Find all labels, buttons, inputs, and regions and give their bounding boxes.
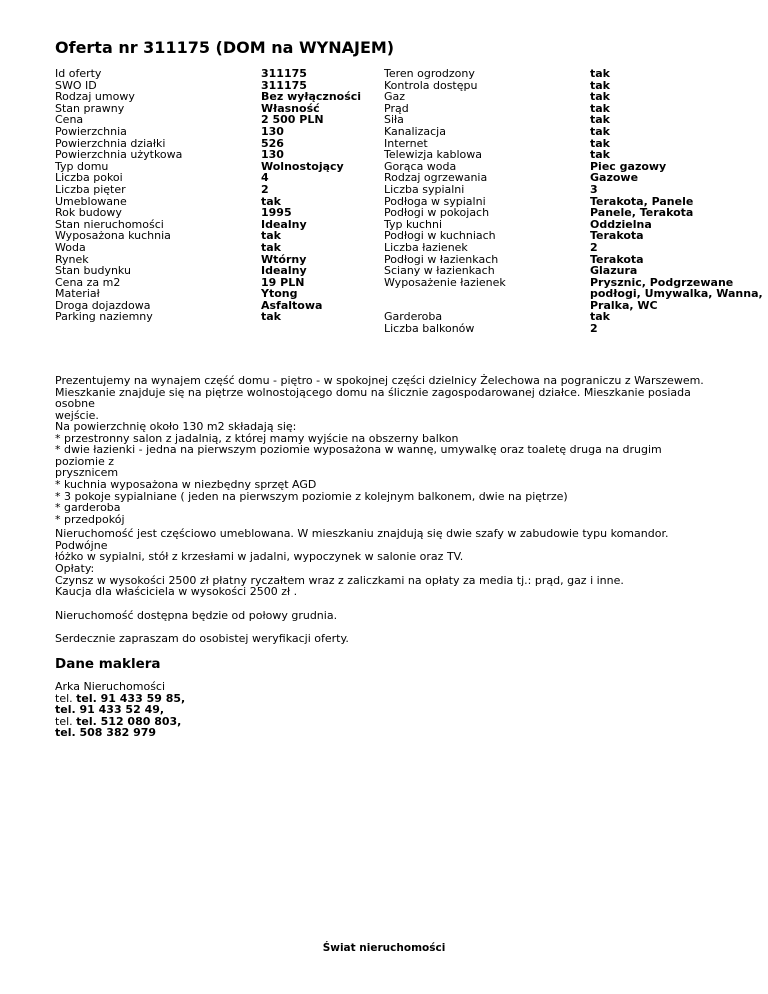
prop-right-value: Gazowe [590, 171, 639, 185]
prop-left-value: tak [261, 310, 281, 324]
prop-right-value: podłogi, Umywalka, Wanna, [590, 287, 763, 301]
description-paragraph-1 [55, 375, 715, 421]
prop-right-value: Panele, Terakota [590, 206, 694, 220]
prop-left-value: 130 [261, 148, 284, 162]
phone-number: tel. 512 080 803, [76, 714, 182, 728]
prop-left-label: Umeblowane [55, 194, 127, 208]
prop-left-label: Powierzchnia użytkowa [55, 148, 183, 162]
prop-right-value: Terakota [590, 229, 644, 243]
phone-number: tel. 508 382 979 [55, 726, 157, 740]
prop-left-value: 311175 [261, 78, 307, 92]
description-text: Opłaty: Czynsz w wysokości 2500 zł płatny ryczałtem wraz z zaliczkami na opłaty za media tj.: prąd, gaz i inne. Kaucja dla właściciela w wysokości 2500 zł . [55, 562, 624, 599]
prop-left-value: Wtórny [261, 252, 307, 266]
prop-right-value: tak [590, 113, 610, 127]
prop-left-label: Droga dojazdowa [55, 298, 151, 312]
prop-right-value: Prysznic, Podgrzewane [590, 275, 734, 289]
prop-left-value: Idealny [261, 264, 307, 278]
property-values-left [261, 68, 361, 323]
prop-right-value: Pralka, WC [590, 298, 658, 312]
prop-right-value: tak [590, 90, 610, 104]
row-spacer [384, 288, 506, 300]
prop-left-label: Powierzchnia działki [55, 136, 166, 150]
prop-left-label: Wyposażona kuchnia [55, 229, 171, 243]
property-labels-right [384, 68, 506, 335]
prop-left-label: Stan prawny [55, 101, 125, 115]
prop-left-label: Rodzaj umowy [55, 90, 135, 104]
description-paragraph-6 [55, 633, 715, 645]
prop-right-label: Garderoba [384, 310, 443, 324]
prop-left-label: Powierzchnia [55, 124, 127, 138]
prop-left-value: Wolnostojący [261, 159, 344, 173]
prop-right-value: tak [590, 136, 610, 150]
prop-left-label: Typ domu [55, 159, 109, 173]
prop-left-label: Rynek [55, 252, 89, 266]
prop-right-label: Liczba balkonów [384, 322, 475, 336]
prop-right-label: Podłogi w pokojach [384, 206, 490, 220]
property-values-right [590, 68, 763, 335]
prop-right-label: Siła [384, 113, 404, 127]
tel-prefix: tel. [55, 714, 73, 728]
prop-left-label: Cena za m2 [55, 275, 121, 289]
prop-right-label: Gaz [384, 90, 406, 104]
prop-right-value: 3 [590, 182, 598, 196]
broker-agency: Arka Nieruchomości [55, 680, 166, 693]
description-text: Nieruchomość dostępna będzie od połowy grudnia. [55, 609, 338, 622]
prop-right-label: Podłoga w sypialni [384, 194, 486, 208]
prop-left-value: 526 [261, 136, 284, 150]
phone-number: tel. 91 433 52 49, [55, 703, 165, 717]
prop-left-value: 19 PLN [261, 275, 305, 289]
prop-left-value: 130 [261, 124, 284, 138]
broker-contact [55, 681, 185, 739]
prop-right-value: tak [590, 101, 610, 115]
prop-left-value: Asfaltowa [261, 298, 323, 312]
description-text: Prezentujemy na wynajem część domu - piętro - w spokojnej części dzielnicy Żelechowa na pograniczu z Warszewem. Mieszkanie znajduje się na piętrze wolnostojącego domu na ślicznie zagospodarowanej działce. Mieszkanie posiada osobne wejście. [55, 374, 704, 422]
tel-prefix: tel. [55, 691, 73, 705]
prop-right-value: Oddzielna [590, 217, 652, 231]
prop-right-value: Terakota [590, 252, 644, 266]
prop-right-label: Liczba łazienek [384, 240, 468, 254]
prop-right-label: Typ kuchni [384, 217, 443, 231]
prop-left-label: Stan nieruchomości [55, 217, 164, 231]
prop-right-label: Gorąca woda [384, 159, 457, 173]
prop-right-value: Glazura [590, 264, 638, 278]
prop-left-value: 2 [261, 182, 269, 196]
prop-right-value: tak [590, 78, 610, 92]
prop-right-label: Podłogi w łazienkach [384, 252, 499, 266]
prop-right-value: tak [590, 148, 610, 162]
prop-left-value: tak [261, 194, 281, 208]
prop-right-label: Wyposażenie łazienek [384, 275, 506, 289]
prop-left-value: 1995 [261, 206, 292, 220]
prop-left-label: Parking naziemny [55, 310, 153, 324]
prop-right-label: Prąd [384, 101, 409, 115]
prop-right-label: Teren ogrodzony [384, 67, 475, 80]
property-labels-left [55, 68, 182, 323]
broker-phone-4 [55, 727, 185, 739]
footer-brand: Świat nieruchomości [322, 942, 446, 954]
prop-left-value: tak [261, 229, 281, 243]
prop-right-value: tak [590, 310, 610, 324]
prop-right-value: Piec gazowy [590, 159, 667, 173]
prop-left-label: Liczba pokoi [55, 171, 123, 185]
description-text: Nieruchomość jest częściowo umeblowana. W mieszkaniu znajdują się dwie szafy w zabudowie typu komandor. Podwójne łóżko w sypialni, stół z krzesłami w jadalni, wypoczynek w salonie oraz TV. [55, 527, 669, 564]
prop-right-value: Terakota, Panele [590, 194, 694, 208]
prop-right-label: Kontrola dostępu [384, 78, 478, 92]
prop-left-label: Cena [55, 113, 84, 127]
description-paragraph-4 [55, 563, 715, 598]
prop-right-label: Podłogi w kuchniach [384, 229, 496, 243]
prop-right-value: tak [590, 124, 610, 138]
description-paragraph-3 [55, 528, 715, 563]
prop-left-value: Ytong [261, 287, 298, 301]
broker-heading: Dane maklera [55, 656, 161, 672]
page-title: Oferta nr 311175 (DOM na WYNAJEM) [55, 38, 395, 57]
prop-left-value: Własność [261, 101, 320, 115]
prop-left-label: Id oferty [55, 67, 102, 80]
prop-right-label: Liczba sypialni [384, 182, 465, 196]
prop-left-value: 2 500 PLN [261, 113, 324, 127]
prop-right-label: Internet [384, 136, 428, 150]
prop-right-value: 2 [590, 322, 598, 336]
prop-left-value: Idealny [261, 217, 307, 231]
description-text: Serdecznie zapraszam do osobistej weryfikacji oferty. [55, 632, 349, 645]
prop-right-label: Sciany w łazienkach [384, 264, 495, 278]
prop-left-label: SWO ID [55, 78, 97, 92]
prop-left-value: tak [261, 240, 281, 254]
prop-left-value: Bez wyłączności [261, 90, 362, 104]
prop-right-label: Telewizja kablowa [384, 148, 482, 162]
prop-left-label: Rok budowy [55, 206, 122, 220]
prop-right-label: Kanalizacja [384, 124, 446, 138]
prop-left-label: Stan budynku [55, 264, 131, 278]
prop-right-label: Rodzaj ogrzewania [384, 171, 488, 185]
description-text: Na powierzchnię około 130 m2 składają się: * przestronny salon z jadalnią, z której mamy wyjście na obszerny balkon * dwie łazienki - jedna na pierwszym poziomie wyposażona w wannę, umywalkę oraz toaletę druga na drugim poziomie z prysznicem * kuchnia wyposażona w niezbędny sprzęt AGD * 3 pokoje sypialniane ( jeden na pierwszym poziomie z kolejnym balkonem, dwie na piętrze) * garderoba * przedpokój [55, 420, 662, 526]
prop-left-value: 311175 [261, 67, 307, 80]
description-paragraph-2 [55, 421, 715, 525]
phone-number: tel. 91 433 59 85, [76, 691, 186, 705]
prop-right-value: tak [590, 67, 610, 80]
prop-left-label: Materiał [55, 287, 100, 301]
prop-left-value: 4 [261, 171, 269, 185]
description-paragraph-5 [55, 610, 715, 622]
prop-right-value: 2 [590, 240, 598, 254]
prop-left-label: Liczba pięter [55, 182, 126, 196]
prop-left-label: Woda [55, 240, 86, 254]
